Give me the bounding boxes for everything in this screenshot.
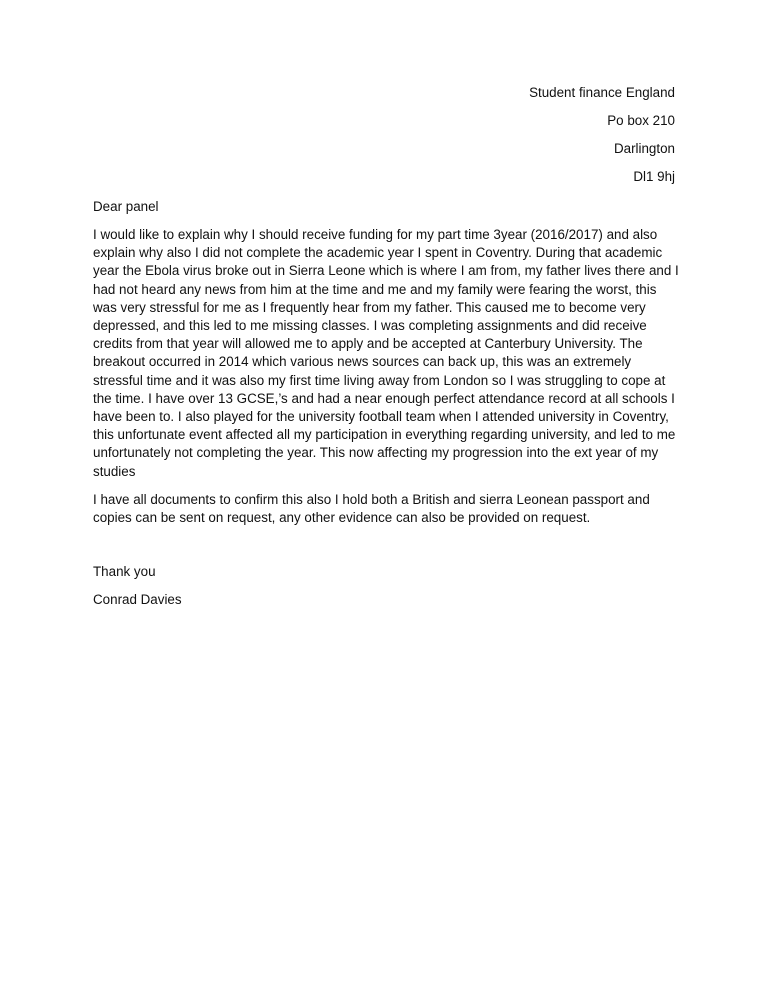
paragraph-documents: I have all documents to confirm this also I hold both a British and sierra Leonean passport and copies can be sent on request, any other evidence can also be provided on request. <box>93 491 650 526</box>
address-line-postcode: Dl1 9hj <box>633 169 675 184</box>
closing: Thank you <box>93 564 156 580</box>
paragraph-explanation: I would like to explain why I should receive funding for my part time 3year (2016/2017) and also explain why also I did not complete the academic year I spent in Coventry. During that academic year the Ebola virus broke out in Sierra Leone which is where I am from, my father lives there and I had not heard any news from him at the time and me and my family were fearing the worst, this was very stressful for me as I frequently hear from my father. This caused me to become very depressed, and this led to me missing classes. I was completing assignments and did receive credits from that year will allowed me to apply and be accepted at Canterbury University. The breakout occurred in 2014 which various news sources can back up, this was an extremely stressful time and it was also my first time living away from London so I was struggling to cope at the time. I have over 13 GCSE,’s and had a near enough perfect attendance record at all schools I have been to. I also played for the university football team when I attended university in Coventry, this unfortunate event affected all my participation in everything regarding university, and led to me unfortunately not completing the year. This now affecting my progression into the ext year of my studies <box>93 227 679 479</box>
address-line-organisation: Student finance England <box>529 85 675 100</box>
salutation: Dear panel <box>93 199 159 214</box>
spacer <box>93 537 683 563</box>
signature-name: Conrad Davies <box>93 592 182 608</box>
address-line-po-box: Po box 210 <box>607 113 675 128</box>
recipient-address <box>529 84 675 196</box>
letter-body <box>93 198 683 619</box>
address-line-town: Darlington <box>613 141 675 156</box>
